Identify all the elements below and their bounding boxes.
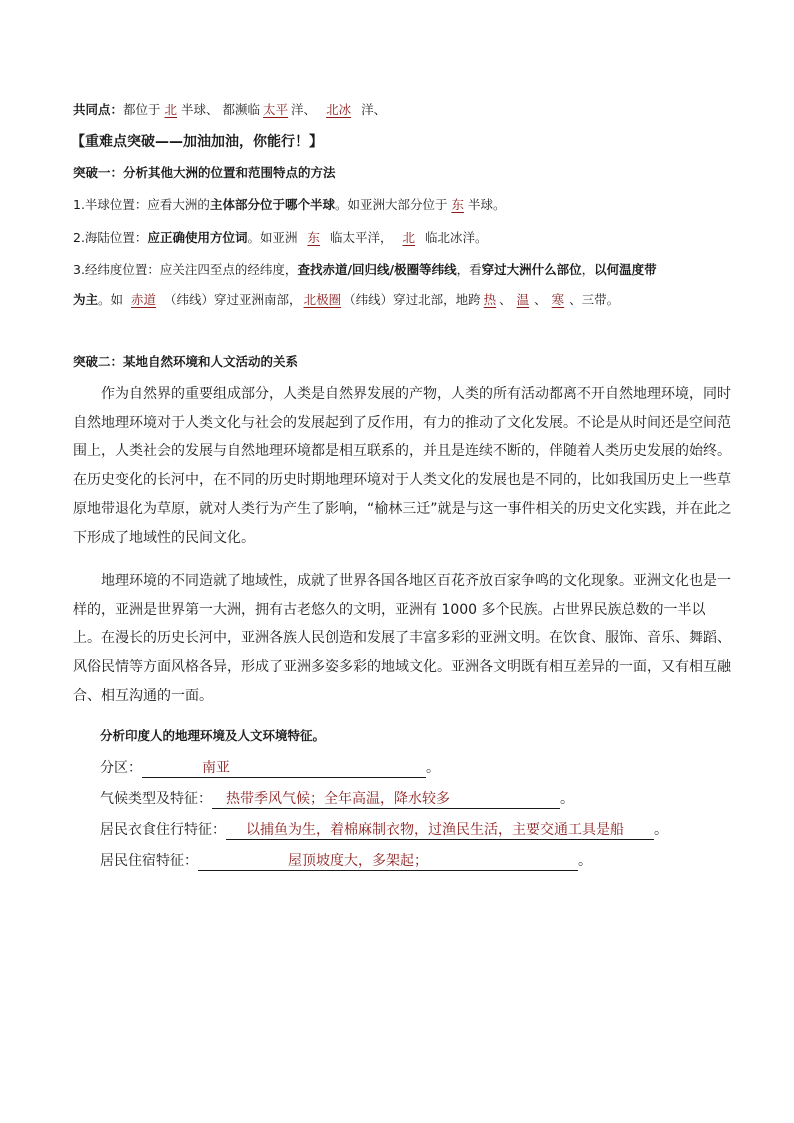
breakthrough1-title: 突破一：分析其他大洲的位置和范围特点的方法 <box>73 165 336 180</box>
answer-text: 以捕鱼为生，着棉麻制衣物，过渔民生活，主要交通工具是船 <box>246 822 624 838</box>
period: 。 <box>578 853 592 869</box>
form-climate <box>100 789 574 809</box>
form-label: 气候类型及特征： <box>100 791 212 807</box>
paragraph-1: 作为自然界的重要组成部分，人类是自然界发展的产物，人类的所有活动都离不开自然地理环境，同时自然地理环境对于人类文化与社会的发展起到了反作用，有力的推动了文化发展。不论是从时间还是空间范围上，人类社会的发展与自然地理环境都是相互联系的，并且是连续不断的，伴随着人类历史发展的始终。在历史变化的长河中，在不同的历史时期地理环境对于人类文化的发展也是不同的，比如我国历史上一些草原地带退化为草原，就对人类行为产生了影响，“榆林三迁”就是与这一事件相关的历史文化实践，并在此之下形成了地域性的民间文化。 <box>73 386 732 546</box>
bold-text: 查找赤道/回归线/极圈等纬线 <box>297 262 457 277</box>
text: 半球。 <box>467 197 506 212</box>
answer-text: 热 <box>483 292 497 307</box>
common-points-label: 共同点： <box>73 102 124 117</box>
text: 。如亚洲大部分位于 <box>334 197 448 212</box>
task-prompt: 分析印度人的地理环境及人文环境特征。 <box>100 728 326 743</box>
text: 洋、 <box>361 102 387 117</box>
text: （纬线）穿过亚洲南部， <box>164 292 302 307</box>
text: 洋、 <box>291 102 317 117</box>
text: ， <box>581 262 595 277</box>
text: 临北冰洋。 <box>425 230 488 245</box>
text: 、 <box>499 292 512 307</box>
text: 、 <box>534 292 547 307</box>
text: 。如亚洲 <box>247 230 298 245</box>
text: 1.半球位置：应看大洲的 <box>73 197 210 212</box>
answer-text: 东 <box>451 197 464 212</box>
answer-blank <box>226 821 654 840</box>
text: ，看 <box>456 262 482 277</box>
answer-blank <box>142 759 426 778</box>
text: 都位于 <box>123 102 161 117</box>
answer-text: 热带季风气候；全年高温，降水较多 <box>226 791 450 807</box>
paragraph-2: 地理环境的不同造就了地域性，成就了世界各国各地区百花齐放百家争鸣的文化现象。亚洲文化也是一样的，亚洲是世界第一大洲，拥有古老悠久的文明，亚洲有 1000 多个民族。占世界民族总数的一半以上。在漫长的历史长河中，亚洲各族人民创造和发展了丰富多彩的亚洲文明。在饮食、服饰、音乐、舞蹈、风俗民情等方面风格各异，形成了亚洲多姿多彩的地域文化。亚洲各文明既有相互差异的一面，又有相互融合、相互沟通的一面。 <box>73 573 731 704</box>
form-label: 居民住宿特征： <box>100 853 198 869</box>
text: 3.经纬度位置：应关注四至点的经纬度， <box>73 262 298 277</box>
breakthrough1-item2 <box>73 229 488 247</box>
text: （纬线）穿过北部，地跨 <box>343 292 481 307</box>
answer-text: 北 <box>402 230 416 245</box>
answer-text: 寒 <box>551 292 565 307</box>
breakthrough1-item1 <box>73 196 506 214</box>
bold-text: 应正确使用方位词 <box>147 230 248 245</box>
bold-text: 穿过大洲什么部位 <box>481 262 582 277</box>
text: 临太平洋， <box>329 230 393 245</box>
form-label: 居民衣食住行特征： <box>100 822 226 838</box>
breakthrough2-title: 突破二：某地自然环境和人文活动的关系 <box>73 354 299 369</box>
form-food-clothing <box>100 820 668 840</box>
bold-text: 为主 <box>73 292 99 307</box>
common-points-line <box>73 101 386 119</box>
answer-text: 北冰 <box>326 102 352 117</box>
form-region <box>100 758 440 778</box>
text: 半球、 都濒临 <box>181 102 261 117</box>
answer-blank <box>212 790 560 809</box>
breakthrough-heading: 【重难点突破——加油加油，你能行！】 <box>71 134 323 150</box>
breakthrough1-item3-line1 <box>73 261 657 279</box>
answer-text: 赤道 <box>131 292 157 307</box>
period: 。 <box>560 791 574 807</box>
text: 。如 <box>98 292 124 307</box>
answer-text: 北极圈 <box>303 292 342 307</box>
answer-text: 东 <box>307 230 320 245</box>
breakthrough1-item3-line2 <box>73 291 619 309</box>
form-label: 分区： <box>100 760 142 776</box>
period: 。 <box>426 760 440 776</box>
answer-text: 温 <box>516 292 530 307</box>
answer-text: 太平 <box>263 102 289 117</box>
text: 2.海陆位置： <box>73 230 148 245</box>
answer-text: 南亚 <box>202 760 230 776</box>
text: 、三带。 <box>569 292 620 307</box>
bold-text: 以何温度带 <box>594 262 657 277</box>
bold-text: 主体部分位于哪个半球 <box>209 197 335 212</box>
period: 。 <box>654 822 668 838</box>
form-housing <box>100 851 592 871</box>
answer-text: 屋顶坡度大，多架起； <box>288 853 428 869</box>
answer-blank <box>198 852 578 871</box>
answer-text: 北 <box>164 102 178 117</box>
